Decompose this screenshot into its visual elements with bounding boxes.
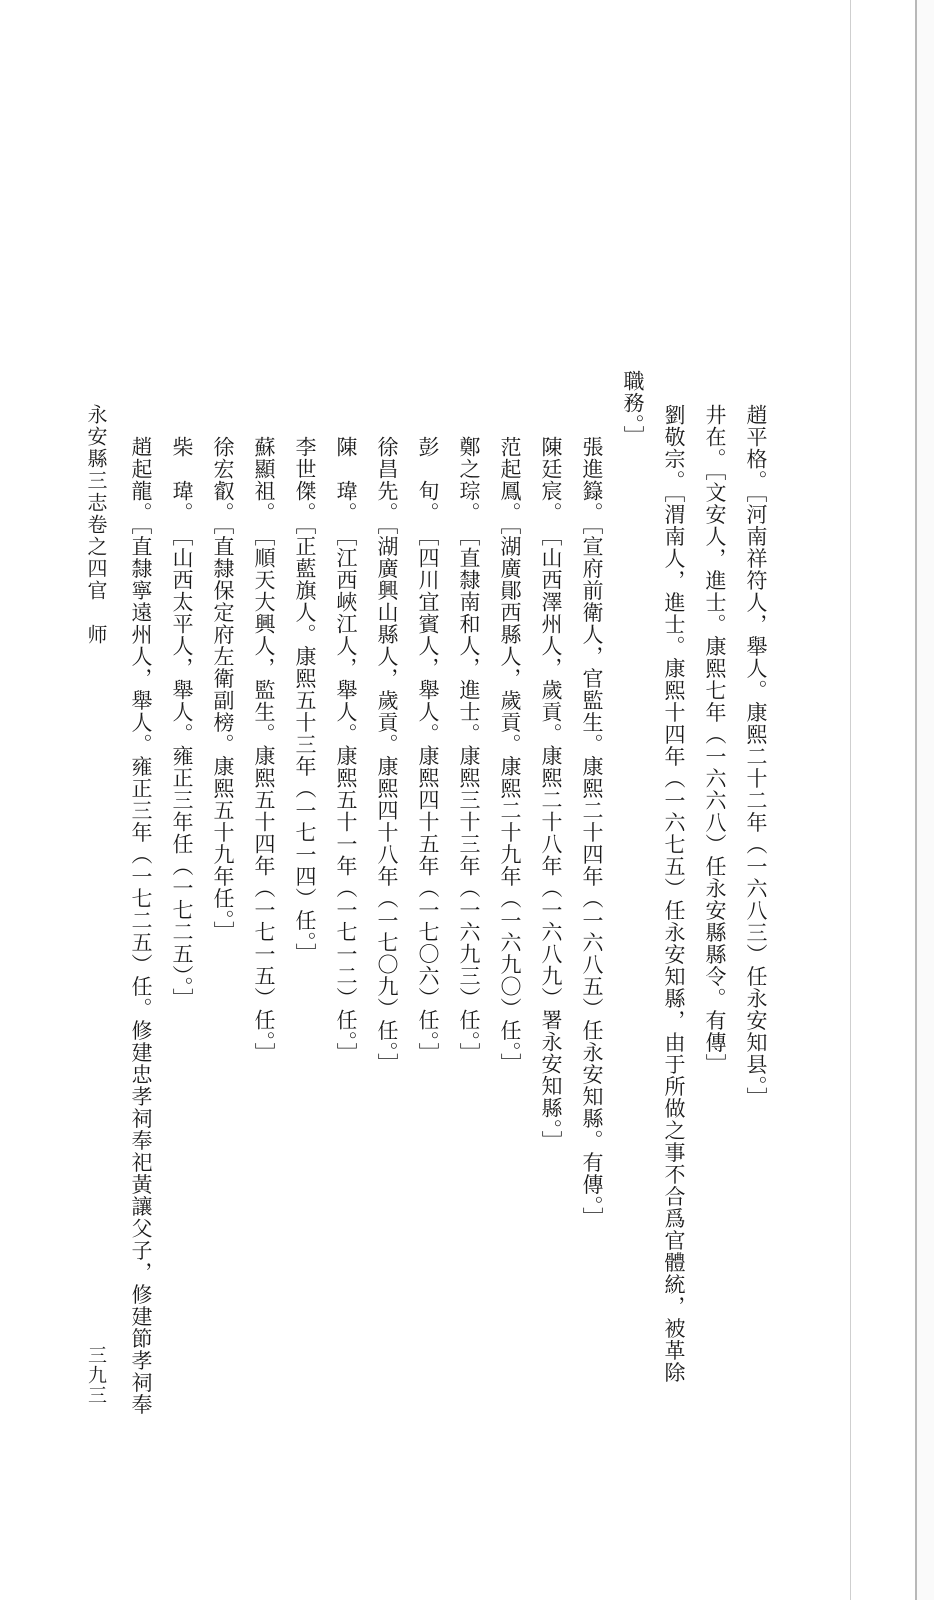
text-column: 張進籙。［宣府前衛人，官監生。康熙二十四年（一六八五）任永安知縣。有傳。］ [580,436,604,1229]
text-column: 徐宏叡。［直隸保定府左衛副榜。康熙五十九年任。］ [211,436,235,943]
text-column: 陳廷宸。 ［山西澤州人，歲貢。康熙二十八年（一六八九）署永安知縣。］ [539,436,563,1153]
text-column: 井在。［文安人，進士。康熙七年（一六六八）任永安縣縣令。有傳］ [703,404,727,1076]
page-edge-shadow [917,0,934,1600]
text-column: 范起鳳。［湖廣鄖西縣人，歲貢。康熙二十九年（一六九〇）任。］ [498,436,522,1075]
text-column: 柴 瑋。 ［山西太平人，舉人。雍正三年任（一七二五）。］ [170,436,194,1010]
text-column: 徐昌先。［湖廣興山縣人，歲貢。康熙四十八年（一七〇九）任。］ [375,436,399,1075]
section-title: 官 师 [84,580,108,646]
text-column: 鄭之琮。 ［直隸南和人，進士。康熙三十三年（一六九三）任。］ [457,436,481,1065]
text-column: 蘇顯祖。 ［順天大興人，監生。康熙五十四年（一七一五）任。］ [252,436,276,1065]
text-column: 李世傑。［正藍旗人。康熙五十三年（一七一四）任。］ [293,436,317,965]
text-column: 職務。］ [621,370,645,448]
page-number: 三九三 [85,1345,107,1405]
text-column: 陳 瑋。 ［江西峽江人，舉人。康熙五十一年（一七一二）任。］ [334,436,358,1065]
text-column: 劉敬宗。［渭南人，進士。康熙十四年（一六七五）任永安知縣，由于所做之事不合爲官體統，被革除 [662,404,686,1384]
book-title: 永安縣三志卷之四 [84,404,108,580]
text-column: 彭 旬。 ［四川宜賓人，舉人。康熙四十五年（一七〇六）任。］ [416,436,440,1065]
text-column: 趙平格。［河南祥符人，舉人。康熙二十二年（一六八三）任永安知县。］ [744,404,768,1109]
page-edge-line [850,0,851,1600]
text-column: 趙起龍。［直隸寧遠州人，舉人。雍正三年（一七二五）任。修建忠孝祠奉祀黃讓父子，修建節孝祠奉 [129,436,153,1416]
